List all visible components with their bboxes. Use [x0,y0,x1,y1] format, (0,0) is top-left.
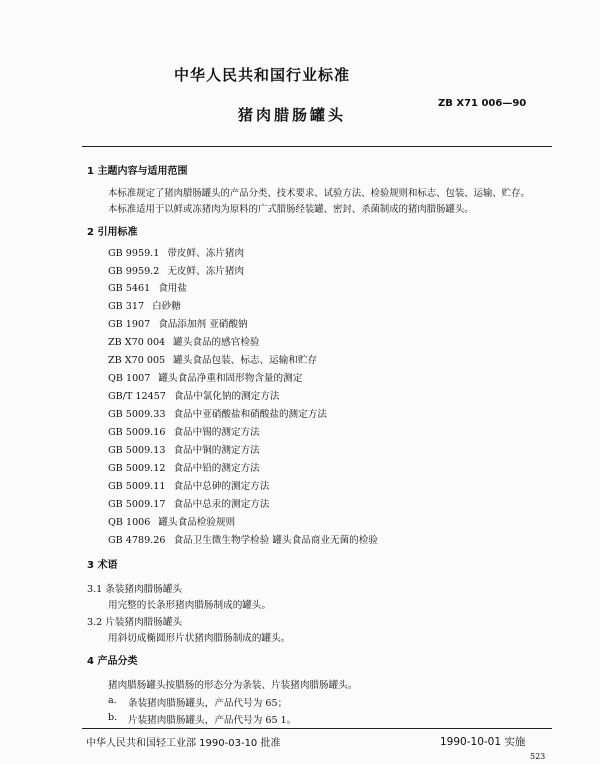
reference-item [108,352,317,366]
term-3-1-heading: 3.1 条装猪肉腊肠罐头 [87,584,183,595]
reference-code: GB 9959.1 [108,248,160,259]
reference-item [108,478,269,492]
reference-code: QB 1007 [108,373,151,384]
reference-item [108,496,269,510]
term-3-2-heading: 3.2 片装猪肉腊肠罐头 [87,617,183,628]
reference-title: 罐头食品净重和固形物含量的测定 [158,373,303,384]
page-number: 523 [530,752,546,761]
reference-title: 食品卫生微生物学检验 罐头食品商业无菌的检验 [173,535,378,546]
reference-code: GB 317 [108,301,145,312]
reference-item [108,442,260,456]
reference-title: 罐头食品检验规则 [158,517,236,528]
standard-code: ZB X71 006—90 [438,98,527,109]
reference-code: ZB X70 005 [108,355,166,366]
reference-title: 白砂糖 [152,301,181,312]
reference-code: GB 5009.17 [108,499,166,510]
reference-code: GB 5009.12 [108,463,166,474]
reference-item [108,514,235,528]
term-3-1-definition: 用完整的长条形猪肉腊肠制成的罐头。 [108,600,272,611]
section-4-heading: 4 产品分类 [87,656,138,667]
list-marker-b: b. [108,712,118,723]
section-1-paragraph-1: 本标准规定了猪肉腊肠罐头的产品分类、技术要求、试验方法、检验规则和标志、包装、运输、贮存。 [108,188,530,199]
reference-code: GB 5009.33 [108,409,166,420]
section-1-heading: 1 主题内容与适用范围 [87,166,188,177]
product-class-b: 片装猪肉腊肠罐头，产品代号为 65 1。 [128,715,297,726]
term-3-2-definition: 用斜切成椭圆形片状猪肉腊肠制成的罐头。 [108,633,291,644]
reference-code: GB 5009.11 [108,481,166,492]
reference-title: 无皮鲜、冻片猪肉 [167,266,245,277]
reference-code: ZB X70 004 [108,337,166,348]
section-1-paragraph-2: 本标准适用于以鲜或冻猪肉为原料的广式腊肠经装罐、密封、杀菌制成的猪肉腊肠罐头。 [108,204,474,215]
reference-code: GB 4789.26 [108,535,166,546]
reference-title: 食品中亚硝酸盐和硝酸盐的测定方法 [173,409,327,420]
document-title: 猪肉腊肠罐头 [238,106,347,124]
reference-code: GB 1907 [108,319,151,330]
reference-title: 食品中总砷的测定方法 [173,481,270,492]
reference-item [108,424,260,438]
reference-code: GB 9959.2 [108,266,160,277]
reference-item [108,532,378,546]
reference-item [108,334,260,348]
org-title: 中华人民共和国行业标准 [174,66,351,84]
section-3-heading: 3 术语 [87,560,118,571]
product-class-a: 条装猪肉腊肠罐头，产品代号为 65； [128,698,288,709]
reference-item [108,460,260,474]
effective-date: 1990-10-01 实施 [440,736,526,748]
approval-line: 中华人民共和国轻工业部 1990-03-10 批准 [86,738,281,749]
list-marker-a: a. [108,695,117,706]
reference-title: 食品中锡的测定方法 [173,427,260,438]
footer-rule [82,728,552,729]
reference-title: 食品中铅的测定方法 [173,463,260,474]
reference-code: QB 1006 [108,517,151,528]
reference-item [108,280,187,294]
reference-title: 食用盐 [158,283,187,294]
header-rule [82,146,552,147]
reference-title: 食品中总汞的测定方法 [173,499,270,510]
reference-item [108,263,244,277]
reference-item [108,388,279,402]
reference-item [108,406,327,420]
reference-code: GB 5009.13 [108,445,166,456]
reference-title: 罐头食品包装、标志、运输和贮存 [173,355,318,366]
section-2-heading: 2 引用标准 [87,227,138,238]
reference-item [108,245,244,259]
reference-title: 食品中氯化钠的测定方法 [173,391,280,402]
reference-code: GB 5461 [108,283,151,294]
reference-title: 罐头食品的感官检验 [173,337,260,348]
reference-item [108,298,181,312]
reference-title: 食品中铜的测定方法 [173,445,260,456]
reference-code: GB 5009.16 [108,427,166,438]
reference-title: 带皮鲜、冻片猪肉 [167,248,245,259]
section-4-paragraph: 猪肉腊肠罐头按腊肠的形态分为条装、片装猪肉腊肠罐头。 [108,680,358,691]
reference-item [108,370,302,384]
reference-title: 食品添加剂 亚硝酸钠 [158,319,248,330]
reference-item [108,316,248,330]
reference-code: GB/T 12457 [108,391,166,402]
